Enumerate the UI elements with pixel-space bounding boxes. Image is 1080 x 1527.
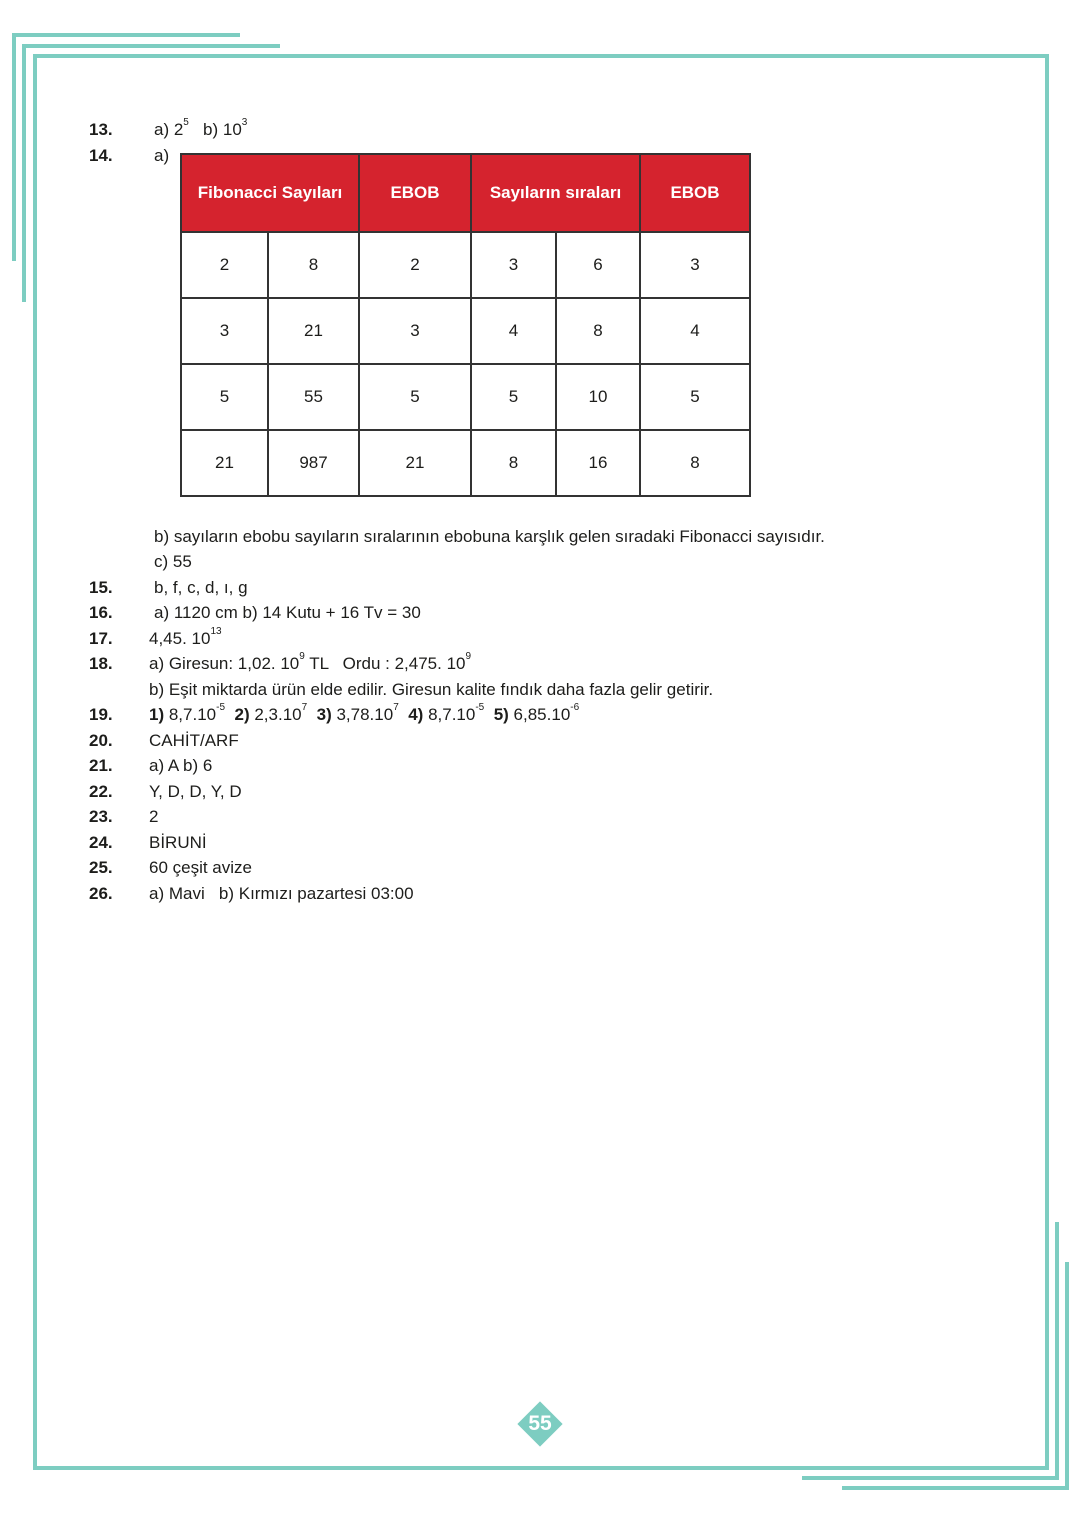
answer-text: a) A b) 6 (149, 756, 213, 775)
table-cell: 21 (268, 298, 359, 364)
frame-right-outer (1065, 1262, 1069, 1490)
frame-left-middle (22, 44, 26, 302)
answer-text: CAHİT/ARF (149, 731, 239, 750)
table-cell: 5 (359, 364, 471, 430)
answer-text: c) 55 (154, 552, 192, 571)
answer-label-a: a) (154, 146, 170, 165)
answer-number: 17. (89, 629, 113, 648)
answer-text: a) 1120 cm b) 14 Kutu + 16 Tv = 30 (154, 603, 421, 622)
answer-text: BİRUNİ (149, 833, 207, 852)
frame-main-top (33, 54, 1049, 58)
table-cell: 55 (268, 364, 359, 430)
answer-number: 16. (89, 603, 113, 622)
header-ebob: EBOB (359, 154, 471, 232)
table-cell: 8 (640, 430, 750, 496)
answer-number: 13. (89, 120, 113, 139)
table-cell: 4 (640, 298, 750, 364)
answer-text: 4,45. $10^{13}$ (149, 626, 222, 648)
answer-text: Y, D, D, Y, D (149, 782, 242, 801)
table-cell: 987 (268, 430, 359, 496)
page-number-badge (518, 1402, 562, 1446)
page-number: 55 (528, 1412, 552, 1435)
table-cell: 10 (556, 364, 640, 430)
answer-text: a) Mavi b) Kırmızı pazartesi 03:00 (149, 884, 414, 903)
fibonacci-ebob-table (180, 153, 751, 497)
answer-number: 18. (89, 654, 113, 673)
table-cell: 6 (556, 232, 640, 298)
answer-text: b) sayıların ebobu sayıların sıralarının ebobuna karşlık gelen sıradaki Fibonacci sayısıdır. (154, 527, 825, 546)
answer-text: a) $2^5$ b) $10^3$ (154, 117, 248, 139)
answer-number: 14. (89, 146, 113, 165)
header-fibonacci: Fibonacci Sayıları (181, 154, 359, 232)
frame-top-outer (12, 33, 240, 37)
table-cell: 2 (181, 232, 268, 298)
table-cell: 5 (471, 364, 556, 430)
frame-bottom-outer (842, 1486, 1069, 1490)
table-cell: 21 (359, 430, 471, 496)
answer-number: 23. (89, 807, 113, 826)
table-cell: 4 (471, 298, 556, 364)
table-header-row (181, 154, 750, 232)
answer-text: 2 (149, 807, 159, 826)
table-cell: 21 (181, 430, 268, 496)
answer-text: 60 çeşit avize (149, 858, 252, 877)
header-ebob-2: EBOB (640, 154, 750, 232)
table-row (181, 364, 750, 430)
header-sira: Sayıların sıraları (471, 154, 640, 232)
table-row (181, 232, 750, 298)
answer-number: 25. (89, 858, 113, 877)
table-row (181, 298, 750, 364)
table-cell: 16 (556, 430, 640, 496)
answer-number: 24. (89, 833, 113, 852)
table-cell: 2 (359, 232, 471, 298)
table-cell: 8 (268, 232, 359, 298)
answer-text: a) Giresun: 1,02. $10^9$ TL Ordu : 2,475. $10^9$ (149, 651, 472, 673)
answer-number: 15. (89, 578, 113, 597)
frame-main-right (1045, 54, 1049, 1470)
frame-main-bottom (33, 1466, 1049, 1470)
table-cell: 3 (640, 232, 750, 298)
answer-number: 26. (89, 884, 113, 903)
frame-left-outer (12, 33, 16, 261)
table-row (181, 430, 750, 496)
frame-top-middle (22, 44, 280, 48)
answer-text: b) Eşit miktarda ürün elde edilir. Giresun kalite fındık daha fazla gelir getirir. (149, 680, 714, 699)
table-cell: 3 (181, 298, 268, 364)
answer-number: 19. (89, 705, 113, 724)
table-cell: 5 (181, 364, 268, 430)
table-cell: 3 (359, 298, 471, 364)
answer-number: 22. (89, 782, 113, 801)
table-cell: 5 (640, 364, 750, 430)
frame-main-left (33, 54, 37, 1470)
answer-text: b, f, c, d, ı, g (154, 578, 248, 597)
table-cell: 8 (556, 298, 640, 364)
table-cell: 8 (471, 430, 556, 496)
frame-right-middle (1055, 1222, 1059, 1478)
answer-number: 21. (89, 756, 113, 775)
answer-number: 20. (89, 731, 113, 750)
frame-bottom-middle (802, 1476, 1059, 1480)
answer-text: 1) $8,7.10^{-5}$ 2) 2,3.10$^7$ 3) 3,78.10$^7$ 4) $8,7.10^{-5}$ 5) $6,85.10^{-6}$ (149, 702, 580, 724)
table-cell: 3 (471, 232, 556, 298)
